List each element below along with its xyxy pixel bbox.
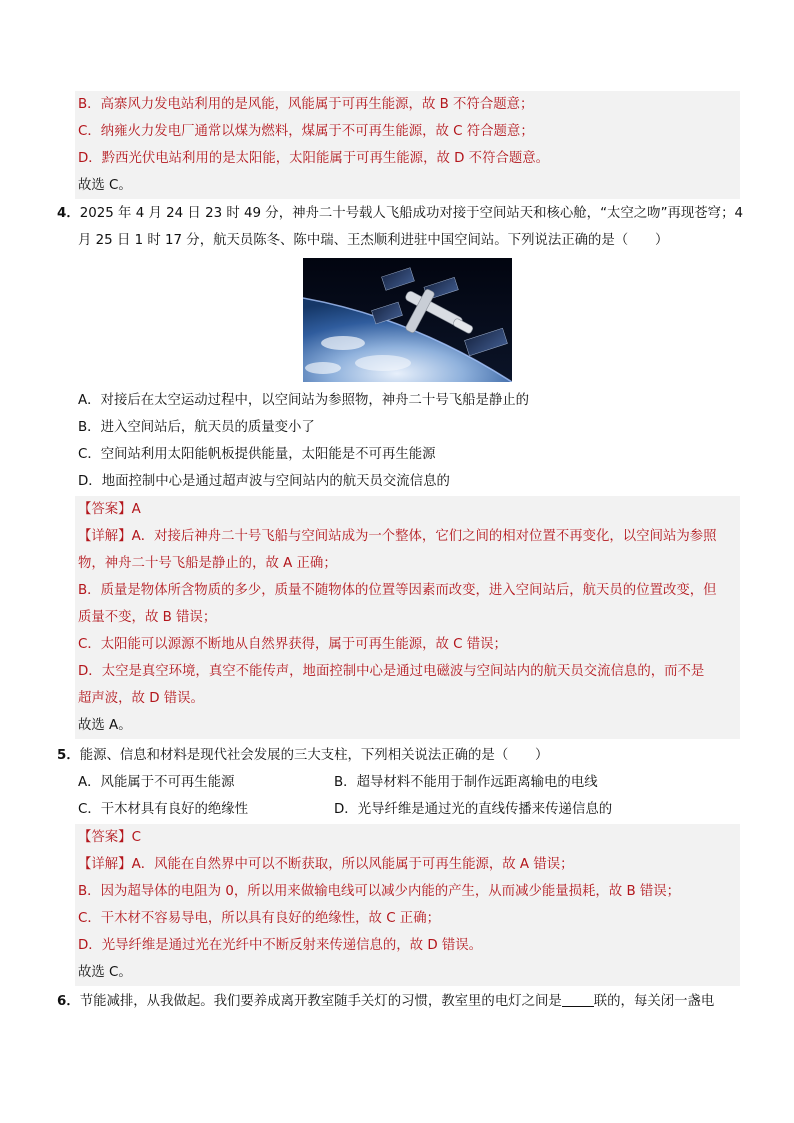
cloud xyxy=(305,362,341,374)
q4-number: 4． xyxy=(57,206,80,221)
q4-detail-c: C．太阳能可以源源不断地从自然界获得，属于可再生能源，故 C 错误； xyxy=(75,631,740,658)
q5-detail-a: 【详解】A．风能在自然界中可以不断获取，所以风能属于可再生能源，故 A 错误； xyxy=(75,851,740,878)
q3-conclusion: 故选 C。 xyxy=(75,172,740,199)
q4-option-b: B．进入空间站后，航天员的质量变小了 xyxy=(78,420,315,435)
q4-detail-d2: 超声波，故 D 错误。 xyxy=(75,685,740,712)
q5-option-b: B．超导材料不能用于制作远距离输电的电线 xyxy=(334,775,598,790)
q4-conclusion: 故选 A。 xyxy=(75,712,740,739)
q5-detail-b: B．因为超导体的电阻为 0，所以用来做输电线可以减少内能的产生，从而减少能量损耗，故 B 错误； xyxy=(75,878,740,905)
q6-number: 6． xyxy=(57,994,80,1009)
q4-detail-a2: 物，神舟二十号飞船是静止的，故 A 正确； xyxy=(75,550,740,577)
q5-detail-d: D．光导纤维是通过光在光纤中不断反射来传递信息的，故 D 错误。 xyxy=(75,932,740,959)
q4-detail-b2: 质量不变，故 B 错误； xyxy=(75,604,740,631)
q5-detail-c: C．干木材不容易导电，所以具有良好的绝缘性，故 C 正确； xyxy=(75,905,740,932)
q5-stem: 5．能源、信息和材料是现代社会发展的三大支柱，下列相关说法正确的是（ ） xyxy=(57,748,549,763)
cloud xyxy=(355,355,411,371)
q4-option-c: C．空间站利用太阳能帆板提供能量，太阳能是不可再生能源 xyxy=(78,447,436,462)
cloud xyxy=(321,336,365,350)
q3-detail-d: D．黔西光伏电站利用的是太阳能，太阳能属于可再生能源，故 D 不符合题意。 xyxy=(75,145,740,172)
q3-detail-c: C．纳雍火力发电厂通常以煤为燃料，煤属于不可再生能源，故 C 符合题意； xyxy=(75,118,740,145)
q4-detail-d1: D．太空是真空环境，真空不能传声，地面控制中心是通过电磁波与空间站内的航天员交流信息的，而不是 xyxy=(75,658,740,685)
q5-option-a: A．风能属于不可再生能源 xyxy=(78,775,235,790)
q4-stem-line1: 4．2025 年 4 月 24 日 23 时 49 分，神舟二十号载人飞船成功对接于空间站天和核心舱，“太空之吻”再现苍穹；4 xyxy=(57,206,743,221)
q5-option-d: D．光导纤维是通过光的直线传播来传递信息的 xyxy=(334,802,613,817)
q5-number: 5． xyxy=(57,748,80,763)
fill-in-blank[interactable] xyxy=(562,993,594,1007)
space-station-photo xyxy=(303,258,512,382)
q3-detail-b: B．高寨风力发电站利用的是风能，风能属于可再生能源，故 B 不符合题意； xyxy=(75,91,740,118)
q6-stem: 6．节能减排，从我做起。我们要养成离开教室随手关灯的习惯，教室里的电灯之间是 联的，每关闭一盏电 xyxy=(57,994,715,1009)
q5-conclusion: 故选 C。 xyxy=(75,959,740,986)
q4-option-d: D．地面控制中心是通过超声波与空间站内的航天员交流信息的 xyxy=(78,474,450,489)
q4-option-a: A．对接后在太空运动过程中，以空间站为参照物，神舟二十号飞船是静止的 xyxy=(78,393,530,408)
q5-option-c: C．干木材具有良好的绝缘性 xyxy=(78,802,249,817)
q4-detail-a1: 【详解】A．对接后神舟二十号飞船与空间站成为一个整体，它们之间的相对位置不再变化，以空间站为参照 xyxy=(75,523,740,550)
q4-detail-b1: B．质量是物体所含物质的多少，质量不随物体的位置等因素而改变，进入空间站后，航天员的位置改变，但 xyxy=(75,577,740,604)
q4-stem-line2: 月 25 日 1 时 17 分，航天员陈冬、陈中瑞、王杰顺利进驻中国空间站。下列说法正确的是（ ） xyxy=(78,233,669,248)
q4-answer: 【答案】A xyxy=(75,496,740,523)
q5-answer: 【答案】C xyxy=(75,824,740,851)
